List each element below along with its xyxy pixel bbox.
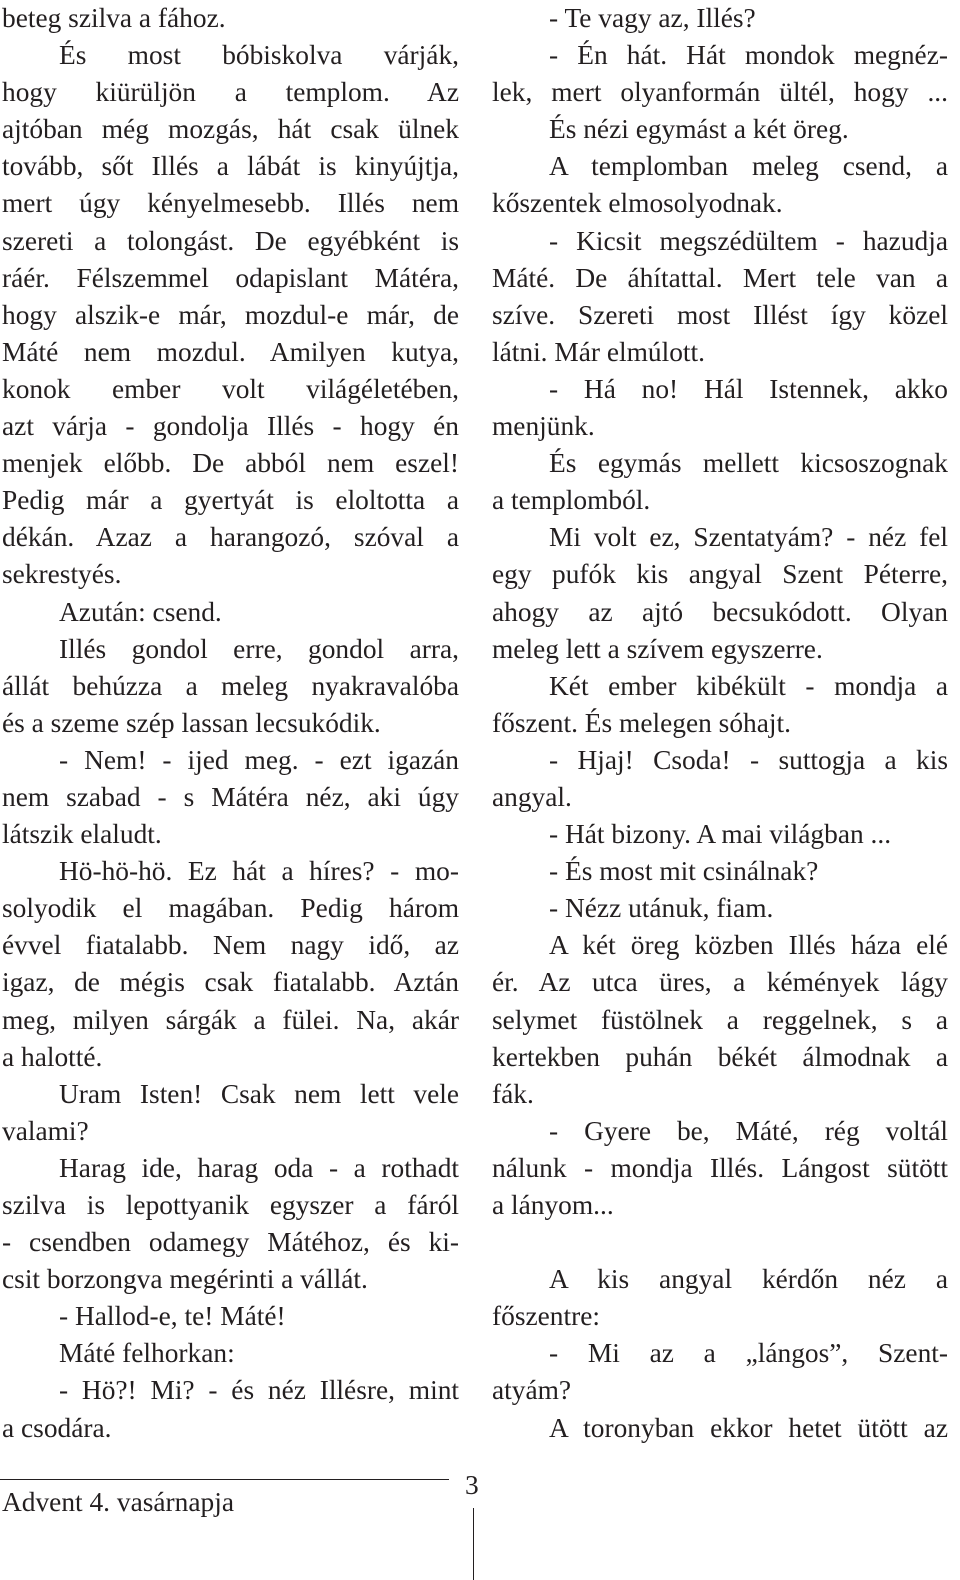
text-line: nem szabad - s Mátéra néz, aki úgy	[2, 781, 459, 812]
text-line: hogy kiürüljön a templom. Az	[2, 77, 459, 108]
text-line: - csendben odamegy Mátéhoz, és ki-	[2, 1227, 459, 1258]
text-line: - Hát bizony. A mai világban ...	[549, 819, 892, 850]
text-line: főszent. És melegen sóhajt.	[492, 707, 791, 738]
text-line: állát behúzza a meleg nyakravalóba	[2, 670, 459, 701]
text-line: tovább, sőt Illés a lábát is kinyújtja,	[2, 151, 459, 182]
text-line: azt várja - gondolja Illés - hogy én	[2, 411, 459, 442]
text-line: beteg szilva a fához.	[2, 3, 226, 33]
text-line: szereti a tolongást. De egyébként is	[2, 225, 459, 256]
text-line: - Én hát. Hát mondok megnéz-	[549, 40, 948, 71]
text-line: szilva is lepottyanik egyszer a fáról	[2, 1190, 459, 1220]
text-line: A két öreg közben Illés háza elé	[549, 930, 948, 961]
text-line: Pedig már a gyertyát is eloltotta a	[2, 485, 459, 516]
text-line: menjünk.	[492, 411, 595, 442]
text-line: szíve. Szereti most Illést így közel	[492, 299, 948, 330]
text-line: Azután: csend.	[59, 596, 222, 627]
text-line: Máté nem mozdul. Amilyen kutya,	[2, 336, 459, 367]
text-line: atyám?	[492, 1375, 572, 1406]
text-line: a templomból.	[492, 485, 651, 516]
text-line: ahogy az ajtó becsukódott. Olyan	[492, 596, 948, 627]
text-line: meleg lett a szívem egyszerre.	[492, 633, 823, 664]
text-line: igaz, de mégis csak fiatalabb. Aztán	[2, 967, 459, 998]
text-line: Máté felhorkan:	[59, 1338, 235, 1369]
text-line: lek, mert olyanformán ültél, hogy ...	[492, 77, 948, 108]
text-line: A toronyban ekkor hetet ütött az	[549, 1412, 948, 1443]
text-line: a csodára.	[2, 1412, 112, 1443]
text-line: fák.	[492, 1078, 534, 1109]
text-line: - Nézz utánuk, fiam.	[549, 893, 774, 924]
text-line: - Mi az a „lángos”, Szent-	[549, 1338, 948, 1369]
text-line: - Te vagy az, Illés?	[549, 3, 756, 33]
text-line: főszentre:	[492, 1301, 600, 1332]
text-line: A templomban meleg csend, a	[549, 151, 948, 182]
text-line: - Há no! Hál Istennek, akko	[549, 373, 948, 404]
text-line: konok ember volt világéletében,	[2, 373, 459, 404]
text-line: valami?	[2, 1115, 89, 1146]
text-line: nálunk - mondja Illés. Lángost sütött	[492, 1152, 948, 1183]
text-line: solyodik el magában. Pedig három	[2, 893, 459, 924]
text-line: menjek előbb. De abból nem eszel!	[2, 448, 459, 479]
text-line: a halotté.	[2, 1041, 103, 1072]
text-line: Illés gondol erre, gondol arra,	[59, 633, 459, 664]
text-line: Mi volt ez, Szentatyám? - néz fel	[549, 522, 948, 553]
text-line: csit borzongva megérinti a vállát.	[2, 1264, 368, 1295]
text-line: látni. Már elmúlott.	[492, 336, 705, 367]
text-line: Két ember kibékült - mondja a	[549, 670, 948, 701]
text-line: évvel fiatalabb. Nem nagy idő, az	[2, 930, 459, 961]
text-line: kőszentek elmosolyodnak.	[492, 188, 783, 219]
text-line: mert úgy kényelmesebb. Illés nem	[2, 188, 459, 219]
text-line: Hö-hö-hö. Ez hát a híres? - mo-	[59, 856, 459, 887]
footer-rule	[0, 1479, 449, 1480]
right-text-column	[492, 0, 948, 1447]
text-line: és a szeme szép lassan lecsukódik.	[2, 707, 381, 738]
text-line: Harag ide, harag oda - a rothadt	[59, 1152, 459, 1183]
text-line: Máté. De áhítattal. Mert tele van a	[492, 262, 948, 293]
text-line: - Hjaj! Csoda! - suttogja a kis	[549, 744, 948, 775]
text-line: - Nem! - ijed meg. - ezt igazán	[59, 744, 459, 775]
text-line: dékán. Azaz a harangozó, szóval a	[2, 522, 459, 553]
text-line	[492, 1224, 948, 1261]
text-line: ér. Az utca üres, a kémények lágy	[492, 967, 948, 998]
text-line: És nézi egymást a két öreg.	[549, 114, 849, 145]
left-text-column	[2, 0, 459, 1447]
text-line: - Gyere be, Máté, rég voltál	[549, 1115, 948, 1146]
text-line: ráér. Félszemmel odapislant Mátéra,	[2, 262, 459, 293]
footer-label: Advent 4. vasárnapja	[2, 1487, 234, 1517]
text-line: a lányom...	[492, 1190, 614, 1220]
text-line: hogy alszik-e már, mozdul-e már, de	[2, 299, 459, 330]
text-line: ajtóban még mozgás, hát csak ülnek	[2, 114, 459, 145]
text-line: selymet füstölnek a reggelnek, s a	[492, 1004, 948, 1035]
page-number-rule	[473, 1508, 474, 1580]
text-line: Uram Isten! Csak nem lett vele	[59, 1078, 459, 1109]
text-line: egy pufók kis angyal Szent Péterre,	[492, 559, 948, 590]
text-line: És most bóbiskolva várják,	[59, 40, 459, 71]
text-line: angyal.	[492, 781, 572, 812]
text-line: A kis angyal kérdőn néz a	[549, 1264, 948, 1295]
text-line: És egymás mellett kicsoszognak	[549, 448, 948, 479]
text-line: - Hö?! Mi? - és néz Illésre, mint	[59, 1375, 459, 1406]
text-line: látszik elaludt.	[2, 819, 162, 850]
text-line: meg, milyen sárgák a fülei. Na, akár	[2, 1004, 459, 1035]
page-number: 3	[465, 1470, 479, 1500]
text-line: - Hallod-e, te! Máté!	[59, 1301, 286, 1332]
text-line: - Kicsit megszédültem - hazudja	[549, 225, 948, 256]
text-line: kertekben puhán békét álmodnak a	[492, 1041, 948, 1072]
text-line: - És most mit csinálnak?	[549, 856, 819, 887]
text-line: sekrestyés.	[2, 559, 122, 590]
